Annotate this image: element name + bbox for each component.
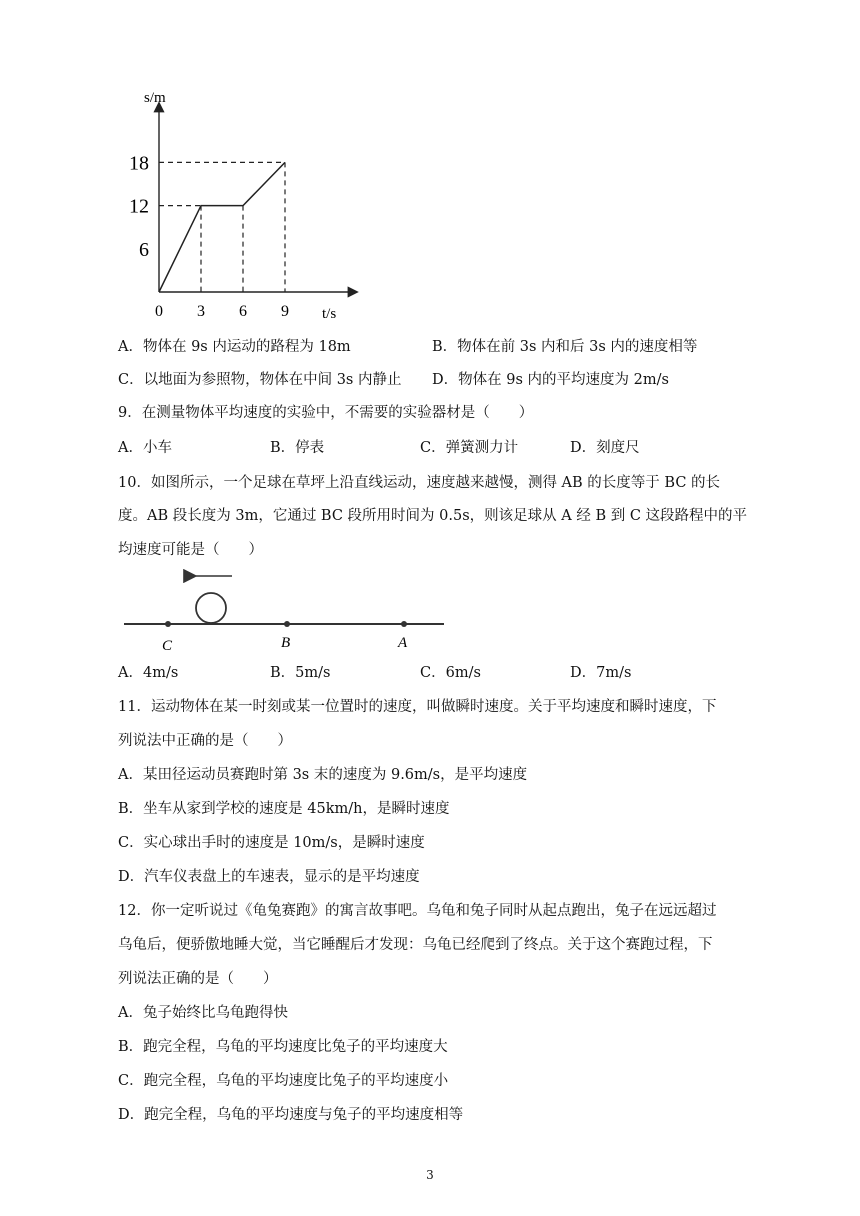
q9-option-d: D．刻度尺 <box>570 440 640 456</box>
q10-option-a: A．4m/s <box>118 665 179 681</box>
x-tick-3: 3 <box>197 303 205 320</box>
q11-stem-line2: 列说法中正确的是（ ） <box>118 733 292 749</box>
point-b-dot <box>284 621 290 627</box>
point-b-label: B <box>281 635 291 651</box>
q10-option-d: D．7m/s <box>570 665 632 681</box>
q12-option-d: D．跑完全程，乌龟的平均速度与兔子的平均速度相等 <box>118 1107 464 1123</box>
st-graph <box>118 82 368 330</box>
y-tick-6: 6 <box>139 238 149 261</box>
q11-option-c: C．实心球出手时的速度是 10m/s，是瞬时速度 <box>118 835 425 851</box>
q8-option-c: C．以地面为参照物，物体在中间 3s 内静止 <box>118 372 402 388</box>
x-tick-0: 0 <box>155 303 163 320</box>
football-figure <box>118 566 448 662</box>
q12-option-a: A．兔子始终比乌龟跑得快 <box>118 1005 288 1021</box>
q8-option-a: A．物体在 9s 内运动的路程为 18m <box>118 339 351 355</box>
q8-option-b: B．物体在前 3s 内和后 3s 内的速度相等 <box>432 339 698 355</box>
y-tick-18: 18 <box>129 152 149 175</box>
q10-option-c: C．6m/s <box>420 665 481 681</box>
x-tick-9: 9 <box>281 303 289 320</box>
q11-option-a: A．某田径运动员赛跑时第 3s 末的速度为 9.6m/s，是平均速度 <box>118 767 528 783</box>
point-c-label: C <box>162 638 173 654</box>
st-line <box>159 162 285 292</box>
q12-option-c: C．跑完全程，乌龟的平均速度比兔子的平均速度小 <box>118 1073 449 1089</box>
q9-option-b: B．停表 <box>270 440 325 456</box>
page-number: 3 <box>426 1168 434 1182</box>
point-a-dot <box>401 621 407 627</box>
q9-stem: 9．在测量物体平均速度的实验中，不需要的实验器材是（ ） <box>118 405 534 421</box>
q9-option-c: C．弹簧测力计 <box>420 440 519 456</box>
q10-stem-line3: 均速度可能是（ ） <box>118 542 263 558</box>
tick-labels <box>129 152 289 320</box>
q11-option-d: D．汽车仪表盘上的车速表，显示的是平均速度 <box>118 869 420 885</box>
y-axis-label: s/m <box>144 90 166 106</box>
point-a-label: A <box>398 635 408 651</box>
q11-stem-line1: 11．运动物体在某一时刻或某一位置时的速度，叫做瞬时速度。关于平均速度和瞬时速度，下 <box>118 699 717 715</box>
x-tick-6: 6 <box>239 303 247 320</box>
q12-stem-line2: 乌龟后，便骄傲地睡大觉，当它睡醒后才发现：乌龟已经爬到了终点。关于这个赛跑过程，下 <box>118 937 713 953</box>
q12-stem-line1: 12．你一定听说过《龟兔赛跑》的寓言故事吧。乌龟和兔子同时从起点跑出，兔子在远远超过 <box>118 903 717 919</box>
q9-option-a: A．小车 <box>118 440 172 456</box>
q10-stem-line2: 度。AB 段长度为 3m，它通过 BC 段所用时间为 0.5s，则该足球从 A 经 B 到 C 这段路程中的平 <box>118 508 748 524</box>
q10-option-b: B．5m/s <box>270 665 331 681</box>
point-c-dot <box>165 621 171 627</box>
q12-stem-line3: 列说法正确的是（ ） <box>118 971 278 987</box>
q10-stem-line1: 10．如图所示，一个足球在草坪上沿直线运动，速度越来越慢，测得 AB 的长度等于 BC 的长 <box>118 475 721 491</box>
y-tick-12: 12 <box>129 195 149 218</box>
q11-option-b: B．坐车从家到学校的速度是 45km/h，是瞬时速度 <box>118 801 450 817</box>
q8-option-d: D．物体在 9s 内的平均速度为 2m/s <box>432 372 669 388</box>
q12-option-b: B．跑完全程，乌龟的平均速度比兔子的平均速度大 <box>118 1039 448 1055</box>
football <box>196 593 226 623</box>
x-axis-label: t/s <box>322 306 337 322</box>
